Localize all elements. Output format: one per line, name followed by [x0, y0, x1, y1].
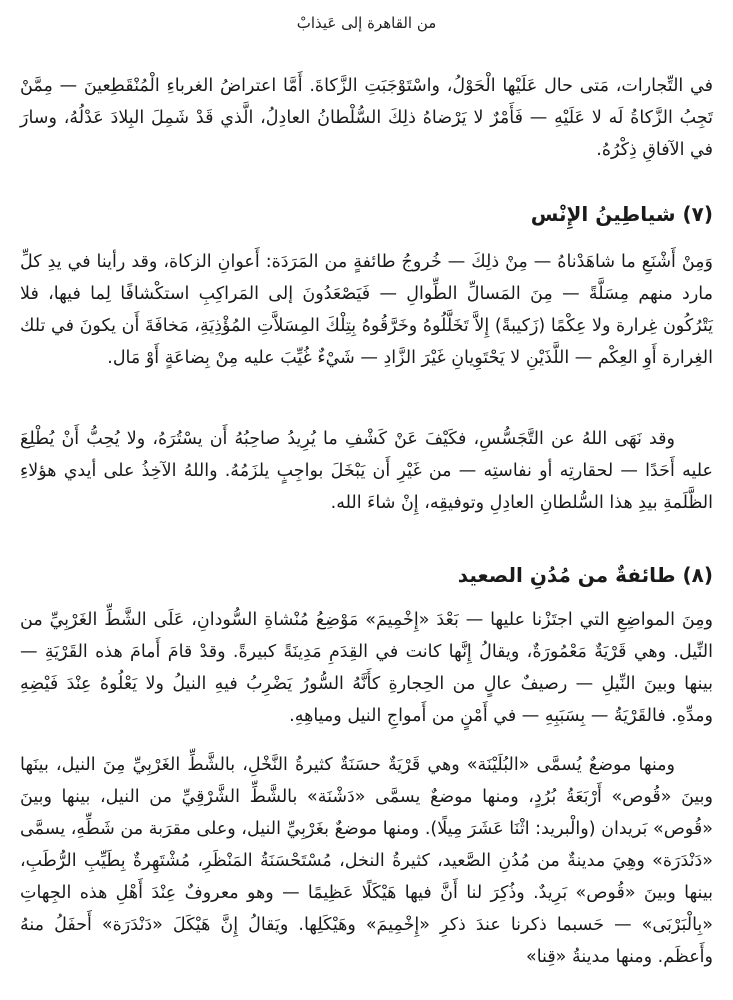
section-8-paragraph-2-block [20, 749, 713, 973]
section-7-paragraph-2-block [20, 423, 713, 519]
intro-paragraph-block [20, 70, 713, 166]
section-8-paragraph-1-block [20, 604, 713, 732]
section-7-paragraph-2: وقد نَهَى اللهُ عن التَّجَسُّسِ، فكَيْفَ عَنْ كَشْفِ ما يُرِيدُ صاحِبُهُ أَن يسْتُرَهُ، ولا يُحِبُّ أَنْ يُطْلِعَ عليه أَحَدًا — لحقارتِه أو نفاستِه — من غَيْرِ أَن يَبْخَلَ بواجِبٍ يلزَمُهُ. واللهُ الآخِذُ على أيدي هؤلاءِ الظَّلَمةِ بيدِ هذا السُّلطانِ العادِلِ وتوفيقِه، إِنْ شاءَ الله. [20, 429, 713, 513]
section-7-paragraph-1-block [20, 246, 713, 374]
section-7-paragraph-1: وَمِنْ أَشْنَعِ ما شاهَدْناهُ — مِنْ ذلِكَ — خُروجُ طائفةٍ من المَرَدَة: أَعوانِ الزكاة، وقد رأينا في يدِ كلِّ مارد منهم مِسَلَّةً — مِنَ المَسالِّ الطِّوالِ — فَيَصْعَدُونَ إلى المَراكِبِ استكْشافًا لِما فيها، فلا يَتْرُكُون غِرارة ولا عِكْمًا (زَكيبةً) إِلاَّ تَخَلَّلُوهُ وخَرَّقُوهُ بِتِلْكَ المِسَلاَّتِ المُؤْذِيَةِ، مَخافَةَ أَن يكونَ في تلك الغِرارة أَوِ العِكْم — اللَّذَيْنِ لا يَحْتَوِيانِ غَيْرَ الزَّادِ — شَيْءٌ غُيِّبَ عليه مِنْ بِضاعَةٍ أَوْ مَال. [20, 252, 713, 368]
running-header: من القاهرة إلى عَيذابْ [296, 14, 437, 32]
section-heading-7: (٧) شياطِينُ الإِنْس [530, 202, 713, 226]
section-8-paragraph-1: ومِنَ المواضِعِ التي اجتَزْنا عليها — بَعْدَ «إِخْمِيمَ» مَوْضِعُ مُنْشاةِ السُّودانِ، عَلَى الشَّطِّ الغَرْبِيِّ من النِّيل. وهي قَرْيَةٌ مَعْمُورَةٌ، ويقالُ إِنَّها كانت في القِدَمِ مَدِينَةً كبيرةً. وقدْ قامَ أَمامَ هذه القَرْيَةِ — بينها وبينَ النِّيلِ — رصيفٌ عالٍ من الحِجارةِ كأَنَّهُ السُّورُ يَضْرِبُ فيهِ النيلُ ولا يَعْلُوهُ عِنْدَ فَيْضِهِ ومدِّهِ. فالقَرْيَةُ — بِسَبَبِهِ — في أَمْنٍ من أَمواجِ النيل ومياهِهِ. [20, 610, 713, 726]
intro-paragraph: في التِّجارات، مَتى حال عَلَيْها الْحَوْلُ، واسْتَوْجَبَتِ الزَّكاةَ. أَمَّا اعتراضُ الغرباءِ الْمُنْقَطِعينَ — مِمَّنْ تَجِبُ الزَّكاةُ لَه لا عَلَيْهِ — فَأَمْرٌ لا يَرْضاهُ ذلِكَ السُّلْطانُ العادِلُ، الَّذي قَدْ شَمِلَ البِلادَ عَدْلُهُ، وسارَ في الآفاقِ ذِكْرُهُ. [20, 76, 713, 160]
section-8-paragraph-2: ومنها موضعٌ يُسمَّى «البُلَيْنَة» وهي قَرْيَةٌ حسَنَةٌ كثيرةُ النَّخْلِ، بالشَّطِّ الغَرْبِيِّ مِنَ النيل، بينَها وبينَ «قُوص» أَرْبَعَةُ بُرُدٍ، ومنها موضعٌ يسمَّى «دَشْنَة» بالشَّطِّ الشَّرْقِيِّ من النيل، بينها وبينَ «قُوص» بَريدان (والْبريد: اثْنَا عَشَرَ مِيلًا). ومنها موضعٌ بغَرْبِيِّ النيل، وعلى مقرَبة من شَطِّهِ، يسمَّى «دَنْدَرَة» وهِيَ مدينةٌ من مُدُنِ الصَّعيد، كثيرةُ النخل، مُسْتَحْسَنَةُ المَنْظَرِ، مُشْتَهِرةٌ بِطَيِّبِ الرُّطَبِ، بينها وبينَ «قُوص» بَرِيدٌ. وذُكِرَ لنا أَنَّ فيها هَيْكَلًا عَظِيمًا — وهو معروفٌ عِنْدَ أَهْلِ هذه الجِهاتِ «بِالْبَرْبَى» — حَسبما ذكرنا عندَ ذكرِ «إِخْمِيمَ» وهَيْكَلِها. ويَقالُ إِنَّ هَيْكَلَ «دَنْدَرَة» أَحفَلُ منهُ وأَعظَم. ومنها مدينةُ «قِنا» [20, 755, 713, 967]
section-heading-8: (٨) طائفةٌ من مُدُنِ الصعيد [457, 563, 713, 587]
